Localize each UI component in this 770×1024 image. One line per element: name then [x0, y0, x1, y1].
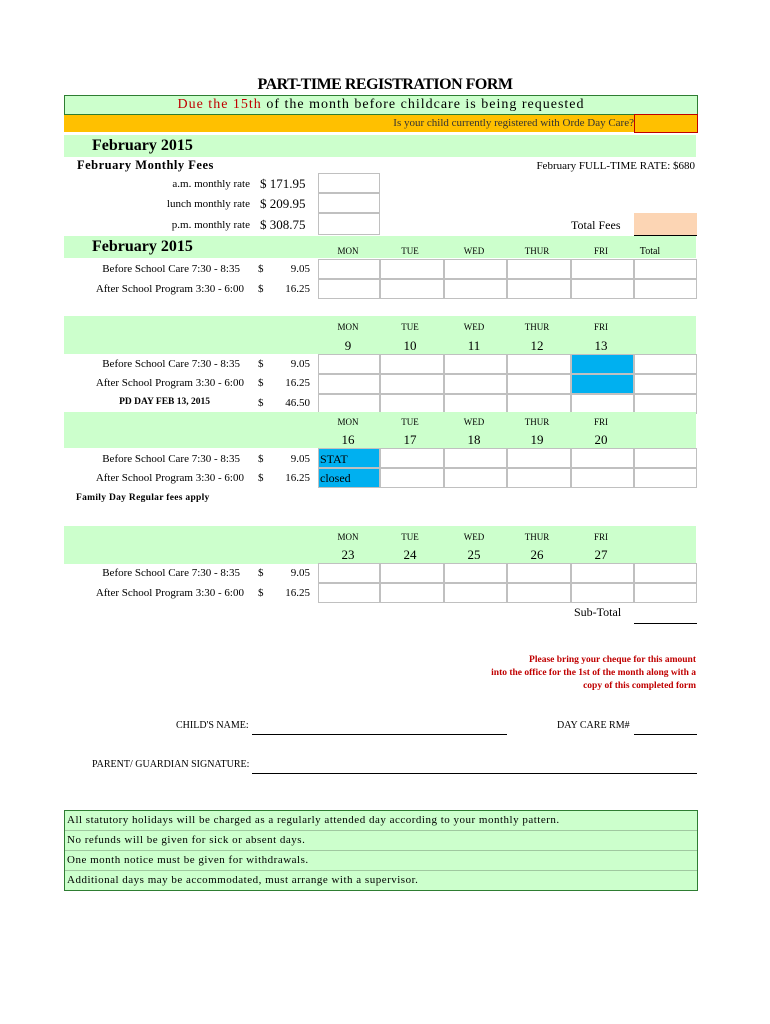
week4-before-amount: 9.05	[290, 567, 310, 579]
week4-mon: MON	[337, 532, 359, 542]
pm-rate-amount: $ 308.75	[260, 217, 306, 232]
grid3-cell[interactable]	[571, 448, 634, 468]
week3-before-dollar: $	[258, 453, 264, 465]
week4-before-label: Before School Care 7:30 - 8:35	[102, 567, 240, 579]
grid4-cell[interactable]	[507, 583, 571, 603]
week3-thur: THUR	[524, 417, 550, 427]
week2-date-mon: 9	[344, 338, 352, 353]
week2-thur: THUR	[524, 322, 550, 332]
policy-note-withdrawal: One month notice must be given for withdrawals.	[65, 851, 697, 871]
grid3-cell[interactable]	[380, 468, 444, 488]
lunch-rate-amount: $ 209.95	[260, 196, 306, 211]
pm-rate-label: p.m. monthly rate	[171, 219, 250, 231]
week4-after-dollar: $	[258, 587, 264, 599]
grid2-cell[interactable]	[380, 354, 444, 374]
week4-date-mon: 23	[341, 547, 355, 562]
policy-note-refunds: No refunds will be given for sick or absent days.	[65, 831, 697, 851]
week3-fri: FRI	[593, 417, 608, 427]
grid3-cell[interactable]	[444, 448, 507, 468]
policy-note-additional: Additional days may be accommodated, must arrange with a supervisor.	[65, 871, 697, 890]
week1-fri: FRI	[593, 246, 608, 256]
grid2-cell[interactable]	[634, 354, 697, 374]
grid2-cell[interactable]	[444, 354, 507, 374]
week4-date-thur: 26	[530, 547, 544, 562]
grid4-cell[interactable]	[634, 583, 697, 603]
grid4-cell[interactable]	[380, 563, 444, 583]
cheque-note-line1: Please bring your cheque for this amount	[529, 655, 696, 665]
grid1-cell[interactable]	[571, 279, 634, 299]
policy-note-statutory: All statutory holidays will be charged as a regularly attended day according to your monthly pattern.	[65, 811, 697, 831]
subtotal-field[interactable]	[634, 603, 697, 624]
grid2-cell[interactable]	[507, 394, 571, 414]
week2-date-wed: 11	[467, 338, 481, 353]
grid4-cell[interactable]	[634, 563, 697, 583]
week2-after-dollar: $	[258, 377, 264, 389]
week2-tue: TUE	[401, 322, 419, 332]
week3-before-label: Before School Care 7:30 - 8:35	[102, 453, 240, 465]
grid1-cell[interactable]	[380, 259, 444, 279]
week1-before-label: Before School Care 7:30 - 8:35	[102, 263, 240, 275]
grid2-cell[interactable]	[380, 374, 444, 394]
grid4-cell[interactable]	[444, 563, 507, 583]
week4-date-tue: 24	[403, 547, 417, 562]
week3-date-tue: 17	[403, 432, 417, 447]
grid1-cell[interactable]	[507, 259, 571, 279]
grid1-cell[interactable]	[571, 259, 634, 279]
monthly-fees-heading: February Monthly Fees	[77, 158, 214, 172]
registered-answer-field[interactable]	[634, 114, 698, 133]
lunch-rate-input[interactable]	[318, 193, 380, 213]
week1-mon: MON	[337, 246, 359, 256]
week1-before-amount: 9.05	[290, 263, 310, 275]
grid1-cell[interactable]	[507, 279, 571, 299]
grid4-cell[interactable]	[444, 583, 507, 603]
grid2-cell[interactable]	[507, 354, 571, 374]
week3-date-thur: 19	[530, 432, 544, 447]
grid2-cell[interactable]	[444, 374, 507, 394]
week2-after-amount: 16.25	[285, 377, 310, 389]
grid4-cell[interactable]	[571, 583, 634, 603]
grid2-cell[interactable]	[318, 374, 380, 394]
grid3-cell[interactable]	[634, 448, 697, 468]
week1-after-label: After School Program 3:30 - 6:00	[95, 283, 244, 295]
week3-after-label: After School Program 3:30 - 6:00	[95, 472, 244, 484]
week2-date-fri: 13	[594, 338, 608, 353]
week1-after-amount: 16.25	[285, 283, 310, 295]
day-care-rm-label: DAY CARE RM#	[557, 720, 630, 731]
registered-question: Is your child currently registered with Orde Day Care?	[64, 115, 638, 132]
due-rest-text: of the month before childcare is being requested	[261, 97, 585, 112]
grid4-cell[interactable]	[318, 563, 380, 583]
week4-after-label: After School Program 3:30 - 6:00	[95, 587, 244, 599]
grid2-cell[interactable]	[571, 394, 634, 414]
week2-before-dollar: $	[258, 358, 264, 370]
grid3-cell[interactable]	[634, 468, 697, 488]
month-header: February 2015	[92, 137, 193, 154]
lunch-rate-label: lunch monthly rate	[166, 198, 250, 210]
week1-header: February 2015	[92, 238, 193, 255]
week4-fri: FRI	[593, 532, 608, 542]
grid3-cell[interactable]	[444, 468, 507, 488]
grid2-cell[interactable]	[318, 394, 380, 414]
grid2-cell[interactable]	[380, 394, 444, 414]
pm-rate-input[interactable]	[318, 213, 380, 235]
am-rate-label: a.m. monthly rate	[172, 178, 250, 190]
grid1-cell[interactable]	[634, 259, 697, 279]
week3-date-mon: 16	[341, 432, 355, 447]
grid4-cell[interactable]	[507, 563, 571, 583]
week1-after-dollar: $	[258, 283, 264, 295]
due-banner	[64, 95, 698, 115]
grid2-cell[interactable]	[571, 374, 634, 394]
cheque-note-line2: into the office for the 1st of the month along with a	[491, 668, 696, 678]
form-title: PART-TIME REGISTRATION FORM	[257, 76, 513, 93]
week2-mon: MON	[337, 322, 359, 332]
child-name-field[interactable]	[252, 720, 507, 735]
week3-before-amount: 9.05	[290, 453, 310, 465]
grid2-cell[interactable]	[318, 354, 380, 374]
week2-wed: WED	[463, 322, 485, 332]
pd-day-dollar: $	[258, 397, 264, 409]
grid2-cell[interactable]	[507, 374, 571, 394]
cheque-note-line3: copy of this completed form	[583, 681, 696, 691]
week2-date-tue: 10	[403, 338, 417, 353]
week4-date-fri: 27	[594, 547, 608, 562]
week1-total: Total	[639, 246, 661, 257]
stat-text: STAT	[320, 452, 348, 466]
grid2-cell[interactable]	[634, 394, 697, 414]
week4-date-wed: 25	[467, 547, 481, 562]
week3-wed: WED	[463, 417, 485, 427]
subtotal-label: Sub-Total	[574, 605, 622, 619]
pd-day-amount: 46.50	[285, 397, 310, 409]
week3-after-amount: 16.25	[285, 472, 310, 484]
grid1-cell[interactable]	[634, 279, 697, 299]
grid1-cell[interactable]	[444, 279, 507, 299]
grid3-cell[interactable]	[507, 468, 571, 488]
week1-wed: WED	[463, 246, 485, 256]
grid4-cell[interactable]	[318, 583, 380, 603]
week4-after-amount: 16.25	[285, 587, 310, 599]
week4-tue: TUE	[401, 532, 419, 542]
total-fees-field[interactable]	[634, 213, 697, 236]
grid3-cell[interactable]	[507, 448, 571, 468]
grid1-cell[interactable]	[318, 259, 380, 279]
week2-fri: FRI	[593, 322, 608, 332]
closed-text: closed	[320, 471, 351, 485]
policy-notes	[64, 810, 698, 891]
week2-after-label: After School Program 3:30 - 6:00	[95, 377, 244, 389]
week2-before-amount: 9.05	[290, 358, 310, 370]
due-date-text: Due the 15th	[177, 97, 262, 112]
full-time-rate: February FULL-TIME RATE: $680	[536, 160, 695, 172]
child-name-label: CHILD'S NAME:	[176, 720, 249, 731]
parent-signature-field[interactable]	[252, 759, 697, 774]
week3-tue: TUE	[401, 417, 419, 427]
week2-date-thur: 12	[530, 338, 544, 353]
week4-wed: WED	[463, 532, 485, 542]
am-rate-amount: $ 171.95	[260, 176, 306, 191]
grid4-cell[interactable]	[380, 583, 444, 603]
parent-signature-label: PARENT/ GUARDIAN SIGNATURE:	[92, 759, 250, 770]
grid2-cell[interactable]	[634, 374, 697, 394]
week3-date-fri: 20	[594, 432, 608, 447]
week1-tue: TUE	[401, 246, 419, 256]
grid3-cell[interactable]	[380, 448, 444, 468]
family-day-note: Family Day Regular fees apply	[76, 493, 210, 503]
grid1-cell[interactable]	[318, 279, 380, 299]
grid2-cell[interactable]	[571, 354, 634, 374]
week3-after-dollar: $	[258, 472, 264, 484]
grid3-cell[interactable]	[571, 468, 634, 488]
grid1-cell[interactable]	[444, 259, 507, 279]
grid1-cell[interactable]	[380, 279, 444, 299]
day-care-rm-field[interactable]	[634, 720, 697, 735]
week4-before-dollar: $	[258, 567, 264, 579]
week3-mon: MON	[337, 417, 359, 427]
grid2-cell[interactable]	[444, 394, 507, 414]
week3-date-wed: 18	[467, 432, 481, 447]
week1-before-dollar: $	[258, 263, 264, 275]
pd-day-label: PD DAY FEB 13, 2015	[119, 397, 210, 407]
week4-thur: THUR	[524, 532, 550, 542]
am-rate-input[interactable]	[318, 173, 380, 193]
week2-before-label: Before School Care 7:30 - 8:35	[102, 358, 240, 370]
total-fees-label: Total Fees	[571, 218, 621, 232]
week1-thur: THUR	[524, 246, 550, 256]
grid4-cell[interactable]	[571, 563, 634, 583]
